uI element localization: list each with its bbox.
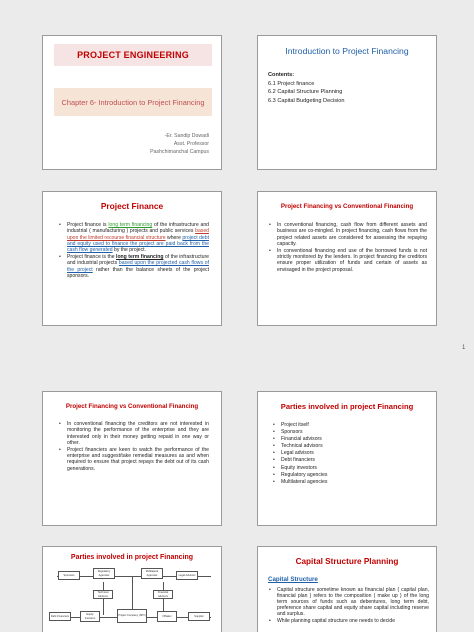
bullet-list [269,587,429,624]
text: Project finance is [67,222,109,228]
text: Project finance is the [67,253,117,260]
bullet-item: • Regulatory agencies [273,472,423,479]
slide-parties-diagram [42,546,222,632]
bullet-item: • Project itself [273,422,423,429]
diagram-box-sponsors: Sponsors [58,571,80,580]
diagram-box-financial: Financial Advisors [153,590,173,599]
diagram-box-supplier: Supplier [188,612,210,621]
text: of the infrastructure and industrial ( manufacturing ) projects and public services [67,222,210,235]
slide-title-page [42,35,222,170]
text: rather than the balance sheets of the project sponsors. [67,266,209,279]
chapter-title: Chapter 6- Introduction to Project Financing [54,88,212,116]
bullet-item: • In conventional financing the creditors are not interested in monitoring the performance of the enterprise and they are interested only in their money getting repaid in one way or other. [59,421,209,446]
diagram-box-project: Project Company (SPV) [117,609,147,623]
slide-heading: Capital Structure Planning [295,557,399,566]
bullet-item: • While planning capital structure one needs to decide [269,618,429,624]
bullet-item: • Capital structure sometime known as financial plan ( capital plan, financial plan ) refers to the composition ( make up ) of the long term sources of funds such as debentures, long term debt, preference share capital and equity share capital including reserve and surplus. [269,587,429,617]
diagram-box-legal: Legal Advisors [176,571,198,580]
slide-heading: Parties involved in project Financing [70,554,194,561]
diagram-box-debt: Debt Financiers [49,612,71,621]
highlight-text: based upon the projected cash flows of the project [67,260,209,273]
bullet-list [59,421,209,472]
highlight-text: based upon the limited recourse financial structure [67,228,209,241]
author-block [150,132,209,156]
contents-item: 6.1 Project finance [268,80,315,87]
slide-parties-list [257,391,437,526]
slide-subheading: Capital Structure [268,576,318,583]
bullet-item: • Legal advisors [273,450,423,457]
page-number: 1 [462,345,466,351]
bullet-item: • Debt financiers [273,457,423,464]
bullet-item: • Sponsors [273,429,423,436]
diagram-box-offtaker: Offtaker [157,611,177,622]
diagram-box-equity: Equity Investors [80,611,100,622]
bullet-item [59,222,209,253]
diagram-box-regulatory: Regulatory Agencies [93,568,115,579]
highlight-text: long term financing [108,222,153,228]
diagram-box-technical: Technical Advisors [93,590,113,599]
course-title: PROJECT ENGINEERING [54,44,212,66]
slide-vs-conventional-2 [42,391,222,526]
diagram-box-multilateral: Multilateral Agencies [141,568,163,579]
slide-heading: Introduction to Project Financing [285,46,409,56]
bullet-list [59,222,209,280]
bullet-item: • In conventional financing end use of the borrowed funds is not strictly monitored by the lenders. In project financing the creditors ensure proper utilization of funds and certain of assets as envisaged in the project proposal. [269,248,427,273]
bullet-item: • Equity investors [273,465,423,472]
bullet-item: • Financial advisors [273,436,423,443]
text: by the project. [112,247,147,254]
bullet-item: • Technical advisors [273,443,423,450]
bullet-item: • Multilateral agencies [273,479,423,486]
contents-label: Contents: [268,72,295,78]
author-position: Asst. Professor [173,141,209,147]
bullet-item: • In conventional financing, cash flow from different assets and business are co-mingled. In project financing, cash flows from the project related assets are considered for assessing the repaying capacity. [269,222,427,247]
slide-heading: Parties involved in project Financing [280,402,414,411]
text: of the infrastructure and industrial projects [67,253,209,267]
author-name: -Er. Sandip Duwadi [164,133,209,139]
slide-heading: Project Financing vs Conventional Financing [280,203,414,210]
highlight-text: project debt and equity used to finance the project are paid back from the cash flow generated [67,234,209,254]
text: where [165,234,183,241]
slide-heading: Project Finance [100,201,164,211]
highlight-text: long term financing [116,253,164,260]
slide-heading: Project Financing vs Conventional Financing [65,403,199,410]
contents-list [268,71,345,105]
contents-item: 6.3 Capital Budgeting Decision [268,97,345,104]
author-campus: Pashchimanchal Campus [150,149,209,155]
bullet-list [269,222,427,273]
slide-capital-structure [257,546,437,632]
slide-contents [257,35,437,170]
slide-vs-conventional-1 [257,191,437,326]
bullet-item [59,254,209,279]
slide-project-finance [42,191,222,326]
bullet-item: • Project financiers are keen to watch the performance of the enterprise and suggest/take remedial measures as and when required to ensure that project repays the debt out of its cash generations. [59,447,209,472]
bullet-list [273,422,423,486]
contents-item: 6.2 Capital Structure Planning [268,89,343,96]
